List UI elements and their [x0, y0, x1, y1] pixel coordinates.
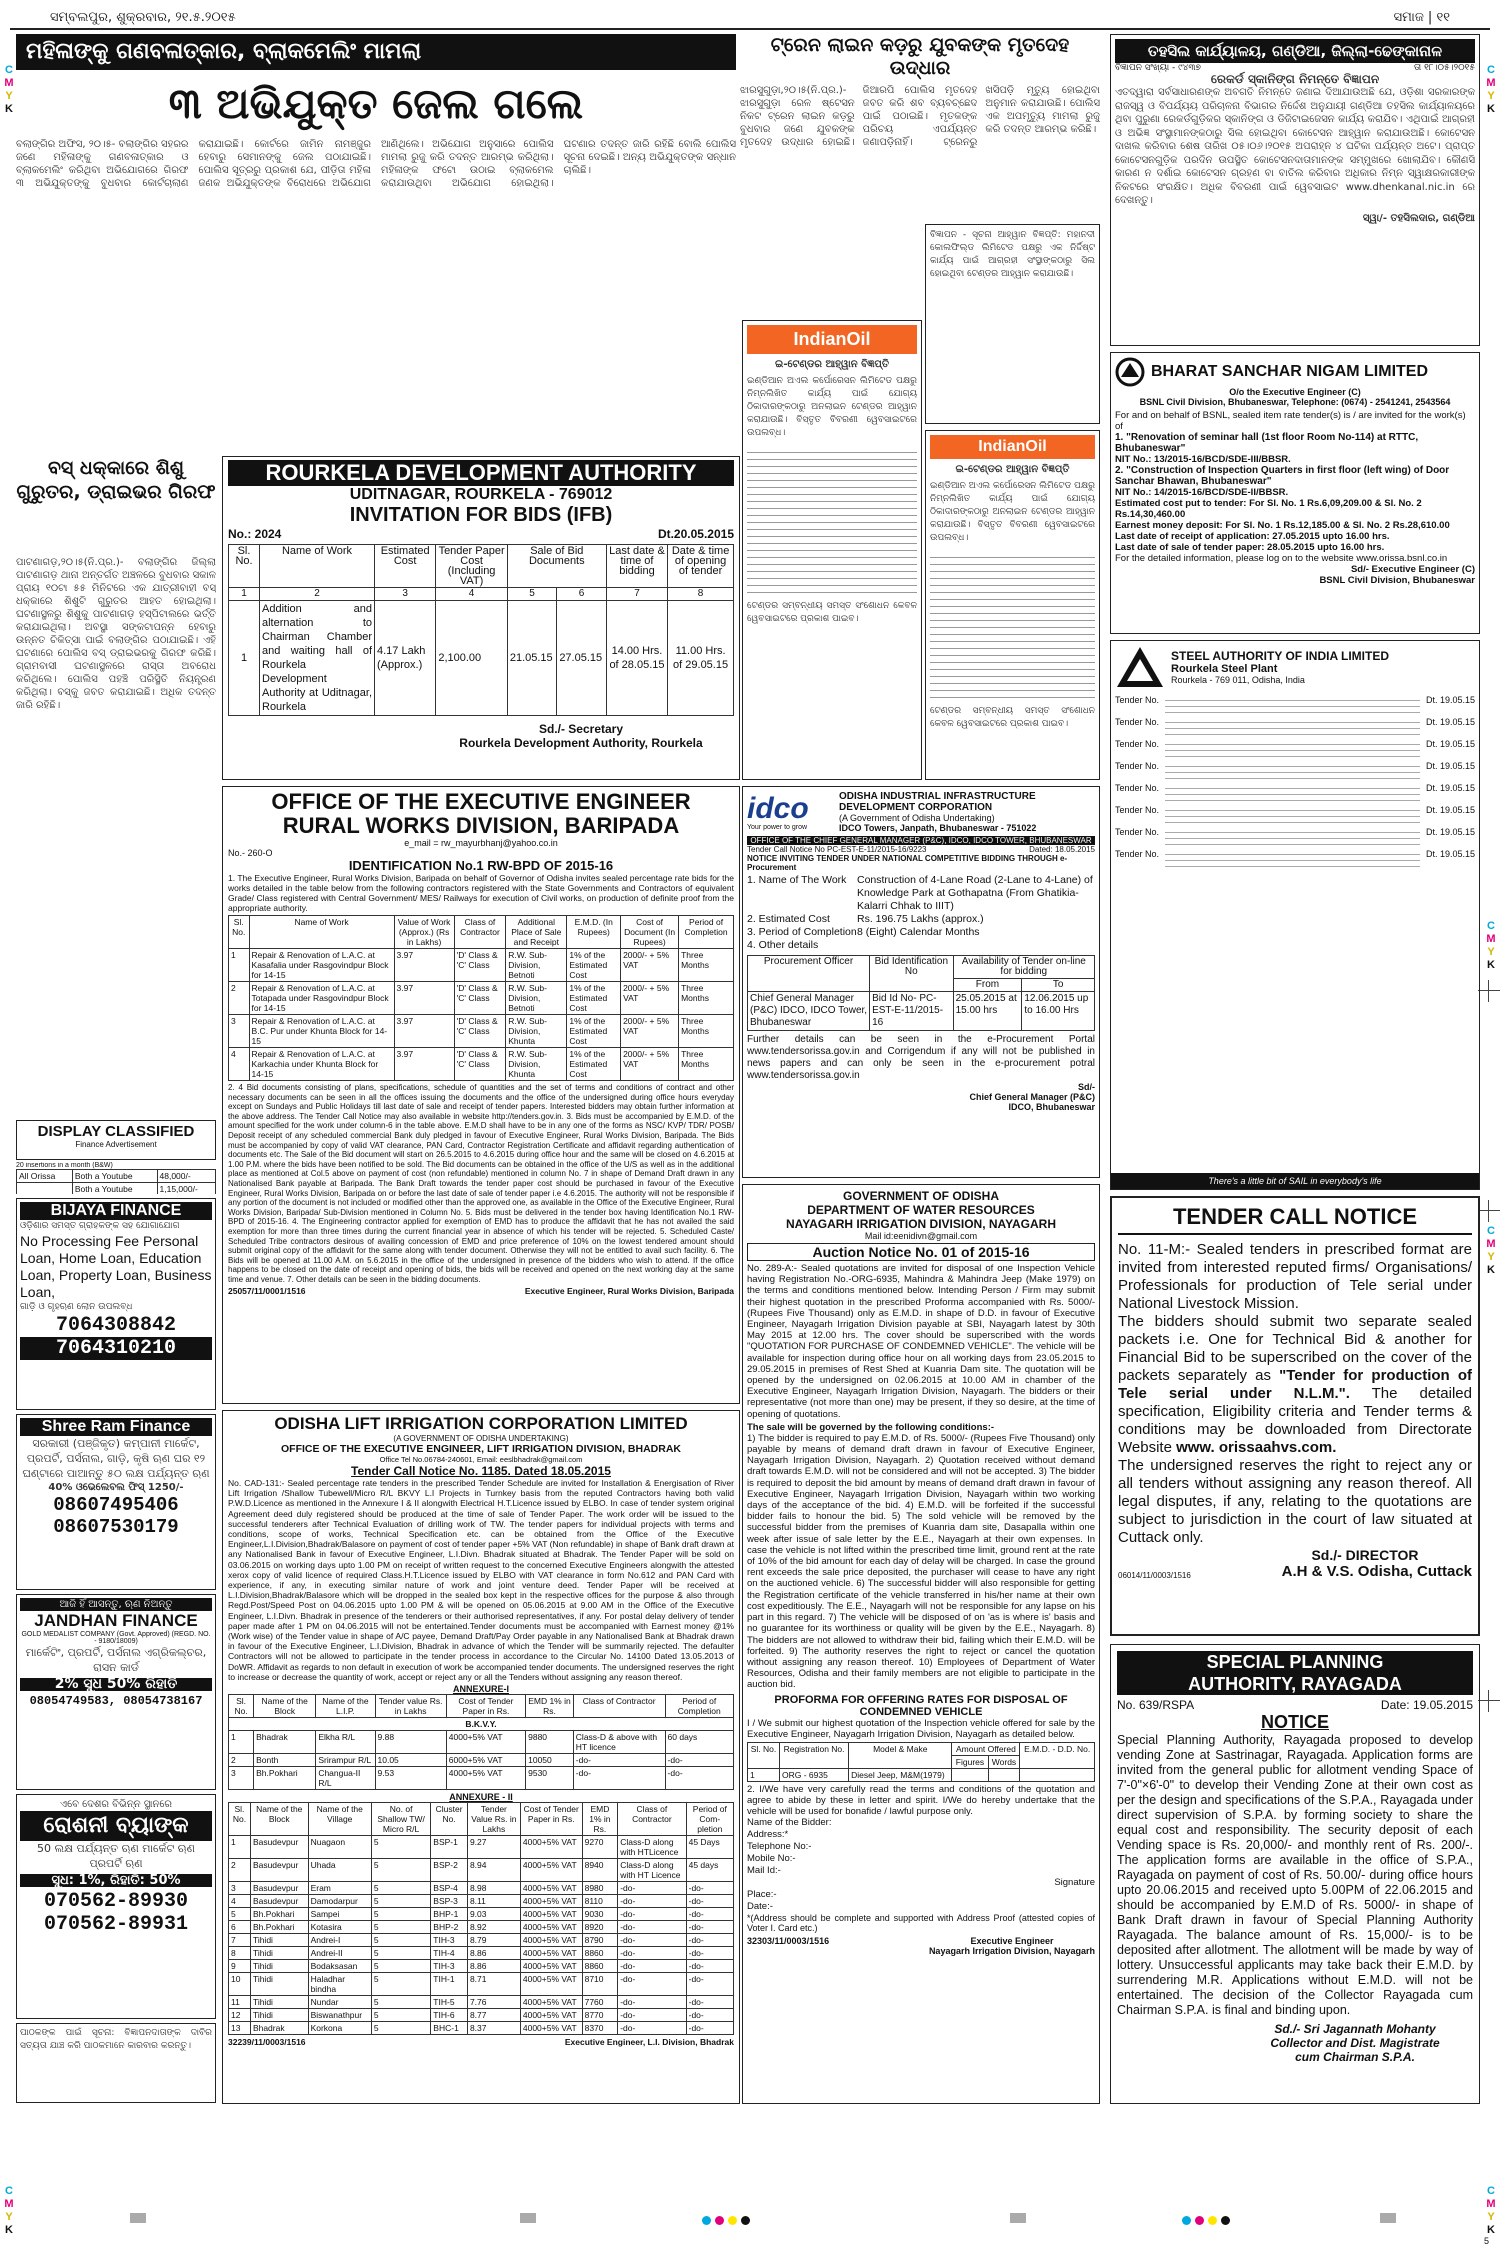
classified-rates: 20 insertions in a month (B&W) All Orissa Both a Youtube 48,000/- Both a Youtube 1,15,000/-	[16, 1162, 216, 1194]
table-row: Chief General Manager (P&C) IDCO, IDCO Tower, Bhubaneswar Bid Id No- PC-EST-E-11/2015-16 25.05.2015 at 15.00 hrs 12.06.2015 up to 16.00 Hrs	[748, 992, 1095, 1031]
rda-date: Dt.20.05.2015	[657, 527, 734, 541]
cmyk-marks-right-bottom: C M Y K	[1486, 2185, 1496, 2236]
page-header	[10, 6, 1490, 30]
tender-call-advert: TENDER CALL NOTICE No. 11-M:- Sealed tenders in prescribed format are invited from interested reputed firms/ Organisations/ Professionals for production of Tele serial under National Livestock Mission. The bidders should submit two separate sealed packets i.e. One for Technical Bid & another for Financial Bid to be superscribed on the cover of the packets separately as "Tender for production of Tele serial under N.L.M.". The detailed specification, Eligibility criteria and Tender terms & conditions may be downloaded from Directorate Website www. orissaahvs.com. The undersigned reserves the right to reject any or all tenders without assigning any reason thereof. All legal disputes, if any, relating to the quotations are subject to jurisdiction in the court of law situated at Cuttack only. Sd./- DIRECTOR 06014/11/0003/1516 A.H & V.S. Odisha, Cuttack	[1110, 1196, 1480, 1636]
page-number: 5	[1484, 2236, 1490, 2246]
list-item: Tender No. Dt. 19.05.15	[1115, 695, 1475, 713]
rwd-email: e_mail = rw_mayurbhanj@yahoo.co.in	[404, 838, 558, 848]
phone-number: 08054749583, 08054738167	[29, 1694, 203, 1708]
cmyk-marks-left-top: C M Y K	[4, 64, 14, 115]
table-row: 2 Repair & Renovation of L.A.C. at Totapada under Rasgovindpur Block for 14-15 3.97 'D' Class & 'C' Class R.W. Sub-Division, Betnoti 1% of the Estimated Cost 2000/- + 5% VAT Three Months	[229, 982, 734, 1015]
roshni-ad: ଏବେ ଦେଶର ବିଭିନ୍ନ ସ୍ଥାନରେ ରୋଶନୀ ବ୍ୟାଙ୍କ 50 ଲକ୍ଷ ପର୍ଯ୍ୟନ୍ତ ଋଣ ମାର୍କେଟ ଋଣ ପ୍ରପର୍ଟି ଋଣ ସୁଧ: 1%, ରିହାତି: 50% 070562-89930 070562-89931	[16, 1794, 216, 2019]
table-row: 1 Repair & Renovation of L.A.C. at Kasafalia under Rasgovindpur Block for 14-15 3.97 'D' Class & 'C' Class R.W. Sub-Division, Betnoti 1% of the Estimated Cost 2000/- + 5% VAT Three Months	[229, 949, 734, 982]
idco-items: 1. Name of The Work Construction of 4-Lane Road (2-Lane to 4-Lane) of Knowledge Park at Gothapatna (From Ghatikia-Kalarri Chhak to IIIT) 2. Estimated Cost Rs. 196.75 Lakhs (approx.) 3. Period of Completion 8 (Eight) Calendar Months 4. Other details	[747, 874, 1093, 951]
rwd-title2: RURAL WORKS DIVISION, BARIPADA	[282, 813, 680, 838]
rwd-sig: Executive Engineer, Rural Works Division, Baripada	[524, 1286, 734, 1297]
rwd-footer-no: 25057/11/0001/1516	[228, 1286, 306, 1297]
rwd-table: Sl. No. Name of Work Value of Work (Approx.) (Rs in Lakhs) Class of Contractor Additional Place of Sale and Receipt E.M.D. (In Rupees) Cost of Document (In Rupees) Period of Completion 1 Repair & Renovation of L.A.C. at Kasafalia under Rasgovindpur Block for 14-15 3.97 'D' Class & 'C' Class R.W. Sub-Division, Betnoti 1% of the Estimated Cost 2000/- + 5% VAT Three Months 2 Repair & Renovation of L.A.C. at Totapada under Rasgovindpur Block for 14-15 3.97 'D' Class & 'C' Class R.W. Sub-Division, Betnoti 1% of the Estimated Cost 2000/- + 5% VAT Three Months 3 Repair & Renovation of L.A.C. at B.C. Pur under Khunta Block for 14-15 3.97 'D' Class & 'C' Class R.W. Sub-Division, Khunta 1% of the Estimated Cost 2000/- + 5% VAT Three Months 4 Repair & Renovation of L.A.C. at Karkachia under Khunta Block for 14-15 3.97 'D' Class & 'C' Class R.W. Sub-Division, Khunta 1% of the Estimated Cost 2000/- + 5% VAT Three Months	[228, 915, 734, 1081]
shree-ram-finance-ad: Shree Ram Finance ସରକାରୀ (ପଞ୍ଜିକୃତ) କମ୍ପାନୀ ମାର୍କେଟ, ପ୍ରପର୍ଟି, ପର୍ସନାଲ, ଗାଡ଼ି, କୃଷି ଋଣ ଘର ୧୨ ଘଣ୍ଟାରେ ପାଆନ୍ତୁ ୫୦ ଲକ୍ଷ ପର୍ଯ୍ୟନ୍ତ ଋଣ 40% ଓଭେଲେବଲ ଫିସ୍ 1250/- 08607495406 08607530179	[16, 1414, 216, 1590]
phone-number: 7064308842	[55, 1314, 177, 1337]
spa-advert: SPECIAL PLANNING AUTHORITY, RAYAGADA No. 639/RSPA Date: 19.05.2015 NOTICE Special Planning Authority, Rayagada proposed to develop vending Zone at Sastrinagar, Rayagada. Application forms are invited from the general public for allotment vending Space of 7'-0"×6'-0" to develop their Vending Zone at their own cost as per the design and specifications of the S.P.A., Rayagada under direct supervision of S.P.A. by forming society to share the equal cost and responsibility. The security deposit of each Vending space is Rs. 20,000/- and monthly rent of Rs. 200/-. The application forms are available in the office of S.P.A., Rayagada on payment of cost of Rs. 50.00/- during office hours upto 20.06.2015 and received upto 5.00PM of 22.06.2015 and should be accompanied by E.M.D of Rs. 5000/- in shape of Bank Draft drawn in favour of Special Planning Authority Rayagada. The balance amount of Rs. 15,000/- is to be deposited after allotment. The allotment will be made by way of lottery. Unsuccessful applicants may take back their E.M.D. by surrendering M.R. Applications without E.M.D. will not be entertained. The decision of the Collector Rayagada cum Chairman S.P.A. is final and binding upon. Sd./- Sri Jagannath Mohanty Collector and Dist. Magistrate cum Chairman S.P.A.	[1110, 1644, 1480, 2104]
rda-no: No.: 2024	[228, 527, 282, 541]
tahasil-advert: ତହସିଲ କାର୍ଯ୍ୟାଳୟ, ଗଣ୍ଡିଆ, ଜିଲ୍ଲା-ଢେଙ୍କାନାଳ ବିଜ୍ଞାପନ ସଂଖ୍ୟା - ୯୪୩୭ ତା ୧୮।୦୫।୨୦୧୫ ରେକର୍ଡ ସ୍କାନିଙ୍ଗ ନିମନ୍ତେ ବିଜ୍ଞାପନ ଏତଦ୍ୱାରା ସର୍ବସାଧାରଣଙ୍କ ଅବଗତି ନିମନ୍ତେ ଜଣାଇ ଦିଆଯାଉଅଛି ଯେ, ଓଡ଼ିଶା ସରକାରଙ୍କ ରାଜସ୍ୱ ଓ ବିପର୍ଯ୍ୟୟ ପରିଚାଳନା ବିଭାଗର ନିର୍ଦ୍ଦେଶ ଅନୁଯାୟୀ ଗଣ୍ଡିଆ ତହସିଲ କାର୍ଯ୍ୟାଳୟରେ ଥିବା ପୁରୁଣା ରେକର୍ଡଗୁଡ଼ିକର ସ୍କାନିଙ୍ଗ ଓ ଡିଜିଟାଇଜେସନ କାର୍ଯ୍ୟ କରାଯିବ। ଏଥିପାଇଁ ଆଗ୍ରହୀ ଓ ଅଭିଜ୍ଞ ସଂସ୍ଥାମାନଙ୍କଠାରୁ ସିଲ ହୋଇଥିବା କୋଟେସନ ଆହ୍ୱାନ କରାଯାଉଅଛି। କୋଟେସନ ଦାଖଲ କରିବାର ଶେଷ ତାରିଖ ୦୫।୦୬।୨୦୧୫ ଅପରାହ୍ନ ୪ ଘଟିକା ପର୍ଯ୍ୟନ୍ତ ଅଟେ। ପ୍ରାପ୍ତ କୋଟେସନଗୁଡ଼ିକ ପରଦିନ ଉପସ୍ଥିତ କୋଟେସନଦାତାମାନଙ୍କ ସମ୍ମୁଖରେ ଖୋଲାଯିବ। କୌଣସି କାରଣ ନ ଦର୍ଶାଇ କୋଟେସନ ଗ୍ରହଣ ବା ବାତିଲ କରିବାର ଅଧିକାର ନିମ୍ନ ସ୍ୱାକ୍ଷରକାରୀଙ୍କ ନିକଟରେ ସଂରକ୍ଷିତ। ଅଧିକ ବିବରଣୀ ପାଇଁ ୱେବସାଇଟ www.dhenkanal.nic.in ରେ ଦେଖନ୍ତୁ। ସ୍ୱା/- ତହସିଲଦାର, ଗଣ୍ଡିଆ	[1110, 34, 1480, 346]
rda-address: UDITNAGAR, ROURKELA - 769012	[349, 486, 613, 503]
table-row: 4 Repair & Renovation of L.A.C. at Karkachia under Khunta Block for 14-15 3.97 'D' Class & 'C' Class R.W. Sub-Division, Khunta 1% of the Estimated Cost 2000/- + 5% VAT Three Months	[229, 1048, 734, 1081]
table-row: 9 Tihidi Bodaksasan 5 TIH-3 8.86 4000+5% VAT 8860 -do- -do-	[229, 1960, 734, 1973]
auction-title: Auction Notice No. 01 of 2015-16	[747, 1243, 1095, 1261]
table-row: 10 Tihidi Haladhar bindha 5 TIH-1 8.71 4000+5% VAT 8710 -do- -do-	[229, 1973, 734, 1996]
sail-tender-list	[1115, 695, 1475, 867]
table-row: 7 Tihidi Andrei-I 5 TIH-3 8.79 4000+5% VAT 8790 -do- -do-	[229, 1934, 734, 1947]
indianoil-logo: IndianOil	[747, 325, 917, 354]
rwd-title1: OFFICE OF THE EXECUTIVE ENGINEER	[271, 789, 691, 814]
registration-mark	[1478, 1690, 1500, 1712]
table-row: 1 ORG - 6935 Diesel Jeep, M&M(1979)	[748, 1768, 1095, 1781]
phone-number: 070562-89931	[43, 1913, 189, 1936]
rda-sig2: Rourkela Development Authority, Rourkela	[459, 736, 703, 750]
list-item: Tender No. Dt. 19.05.15	[1115, 827, 1475, 845]
table-row: 2 Basudevpur Uhada 5 BSP-2 8.94 4000+5% VAT 8940 Class-D along with HT Licence 45 days	[229, 1859, 734, 1882]
lead-headline: ୩ ଅଭିଯୁକ୍ତ ଜେଲ ଗଲେ	[168, 79, 584, 128]
rda-title: ROURKELA DEVELOPMENT AUTHORITY	[228, 460, 734, 486]
left-small-notice: ବିଜ୍ଞାପନ - ସୂଚନା ଆହ୍ୱାନ ବିଜ୍ଞପ୍ତି: ମହାନଦୀ କୋଲଫିଲ୍ଡ ଲିମିଟେଡ ପକ୍ଷରୁ ଏକ ନିର୍ଦ୍ଦିଷ୍ଟ କାର୍ଯ୍ୟ ପାଇଁ ଆଗ୍ରହୀ ସଂସ୍ଥାଙ୍କଠାରୁ ସିଲ ହୋଇଥିବା ଟେଣ୍ଡର ଆହ୍ୱାନ କରାଯାଉଛି।	[925, 224, 1100, 424]
table-row: 3 Repair & Renovation of L.A.C. at B.C. Pur under Khunta Block for 14-15 3.97 'D' Class & 'C' Class R.W. Sub-Division, Khunta 1% of the Estimated Cost 2000/- + 5% VAT Three Months	[229, 1015, 734, 1048]
idco-table: Procurement Officer Bid Identification No Availability of Tender on-line for bidding From To Chief General Manager (P&C) IDCO, IDCO Tower, Bhubaneswar Bid Id No- PC-EST-E-11/2015-16 25.05.2015 at 15.00 hrs 12.06.2015 up to 16.00 Hrs	[747, 955, 1095, 1031]
rda-table: Sl. No. Name of Work Estimated Cost Tender Paper Cost (Including VAT) Sale of Bid Documents Last date & time of bidding Date & time of opening of tender 1 2 3 4 5 6 7 8 1 Addition and alternation to Chairman Chamber and waiting hall of Rourkela Development Authority at Uditnagar, Rourkela 4.17 Lakh (Approx.) 2,100.00 21.05.15 27.05.15 14.00 Hrs. of 28.05.15 11.00 Hrs. of 29.05.15	[228, 544, 734, 716]
proforma-table: Sl. No. Registration No. Model & Make Amount Offered E.M.D. - D.D. No. Figures Words 1 ORG - 6935 Diesel Jeep, M&M(1979)	[747, 1742, 1095, 1782]
phone-number: 08607495406	[53, 1494, 179, 1516]
nayagarh-advert: GOVERNMENT OF ODISHA DEPARTMENT OF WATER RESOURCES NAYAGARH IRRIGATION DIVISION, NAYAGARH Mail id:eenidivn@gmail.com Auction Notice No. 01 of 2015-16 No. 289-A:- Sealed quotations are invited for disposal of one Inspection Vehicle having Registration No.-ORG-6935, Mahindra & Mahindra Jeep (Make 1979) on the terms and conditions mentioned below. Intending Person / Firm may submit their highest quotation in the prescribed Proforma accompanied with Rs. 5000/- (Rupees Five Thousand) only as E.M.D. in shape of D.D. in favour of Executive Engineer, Nayagarh Irrigation Division payable at SBI, Nayagarh latest by 30th May 2015 at 12.00 hrs. The cover should be superscribed with the words "QUOTATION FOR PURCHASE OF CONDEMNED VEHICLE". The vehicle will be available for inspection during office hour on all working days from 23.05.2015 to 29.05.2015 in premises of Rest Shed at Kuanria Dam site. The quotation will be opened by the undersigned on 02.06.2015 at 10.00 AM in chamber of the Executive Engineer, Nayagarh Irrigation Division, Nayagarh. The bidders or their representative (not more than one) may be present, if they so desire, at the time of opening of quotations. The sale will be governed by the following conditions:- 1) The bidder is required to pay E.M.D. of Rs. 5000/- (Rupees Five Thousand) only payable by means of demand draft drawn in favour of Executive Engineer, Nayagarh Irrigation Division, Nayagarh. 2) Quotation received without demand draft towards E.M.D. will not be considered and will not be accepted. 3) The bidder is required to deposit the bid amount by means of demand draft drawn in favour of Executive Engineer, Nayagarh Irrigation Division, Nayagarh within two working days of the acceptance of the bid. 4) E.M.D. will be forfeited if the successful bidder fails to honour the bid. 5) The sold vehicle will be removed by the successful bidder from the premises of Kuanria dam site, Dasapalla within one week after issue of sale letter by the E.E., Nayagarh at their own expenses. In case the vehicle is not lifted within the prescribed time limit, ground rent at the rate of 10% of the bid amount for each day of delay will be charged. In case the ground rent exceeds the sale price deposited, the purchaser will cease to have any right on the auctioned vehicle. 6) The successful bidder will also responsible for getting the Registration certificate of the vehicle transferred in his/her name at their own cost expeditiously. The E.E., Nayagarh will not be responsible for any lapse on his part in this regard. 7) The vehicle will be disposed of on 'as is where is' basis and no guarantee for its worthiness or quality will be given by the E.E., Nayagarh. 8) The bidders are not allowed to withdraw their bid, failing which their E.M.D. will be forfeited. 9) The authority reserves the right to reject or cancel the quotation without assigning any reason thereof. 10) Employees of Department of Water Resources, Odisha and their family members are not eligible to participate in the auction bid. PROFORMA FOR OFFERING RATES FOR DISPOSAL OF CONDEMNED VEHICLE I / We submit our highest quotation of the Inspection vehicle offered for sale by the Executive Engineer, Nayagarh Irrigation Division, Nayagarh as detailed below. Sl. No. Registration No. Model & Make Amount Offered E.M.D. - D.D. No. Figures Words 1 ORG - 6935 Diesel Jeep, M&M(1979) 2. I/We have very carefully read the terms and conditions of the quotation and agree to abide by these in letter and spirit. I/We do hereby undertake that the vehicle will be used for bonafide / lawful purpose only. Name of the Bidder: Address:* Telephone No:- Mobile No:- Mail Id:- Signature Place:- Date:- *(Address should be complete and supported with Address Proof (attested copies of Voter I. Card etc.) 32303/11/0003/1516 Executive Engineer Nayagarh Irrigation Division, Nayagarh	[742, 1184, 1100, 2104]
idco-footer: Further details can be seen in the e-Procurement Portal www.tendersorissa.gov.in and Corrigendum if any will not be published in news papers and can only be seen in the e-procurement potral www.tendersorissa.gov.in	[747, 1034, 1095, 1081]
bottom-color-strip	[0, 2208, 1500, 2230]
list-item: Tender No. Dt. 19.05.15	[1115, 849, 1475, 867]
sail-logo-icon	[1115, 645, 1165, 689]
table-row: 11 Tihidi Nundar 5 TIH-5 7.76 4000+5% VAT 7760 -do- -do-	[229, 1996, 734, 2009]
cmyk-marks-right-top: C M Y K	[1486, 64, 1496, 115]
table-row: 5 Bh.Pokhari Sampei 5 BHP-1 9.03 4000+5% VAT 9030 -do- -do-	[229, 1908, 734, 1921]
bus-body: ପାଟଣାଗଡ଼,୨୦।୫(ନି.ପ୍ର.)- ବଲାଙ୍ଗିର ଜିଲ୍ଲା ପାଟଣାଗଡ଼ ଥାନା ଅନ୍ତର୍ଗତ ଅଞ୍ଚଳରେ ବୁଧବାର ସକାଳ ପ୍ରାୟ ୧୦ଟା ୫୫ ମିନିଟରେ ଏକ ଯାତ୍ରୀବାହୀ ବସ୍ ଧକ୍କାରେ ଶିଶୁଟି ଗୁରୁତର ଆହତ ହୋଇଥିଲା। ଘଟଣାସ୍ଥଳରୁ ଶିଶୁକୁ ପାଟଣାଗଡ଼ ହସ୍ପିଟାଲରେ ଭର୍ତ୍ତି କରାଯାଇଥିଲା। ଅବସ୍ଥା ସଙ୍କଟାପନ୍ନ ହେବାରୁ ଉନ୍ନତ ଚିକିତ୍ସା ପାଇଁ ବଲାଙ୍ଗିର ପଠାଯାଇଛି। ଏହି ଘଟଣାରେ ପୋଲିସ ବସ୍ ଡ୍ରାଇଭରକୁ ଗିରଫ କରିଛି। ଗ୍ରାମବାସୀ ଘଟଣାସ୍ଥଳରେ ରାସ୍ତା ଅବରୋଧ କରିଥିଲେ। ପୋଲିସ ପହଞ୍ଚି ପରିସ୍ଥିତି ନିୟନ୍ତ୍ରଣ କରିଥିଲା। ବସ୍‌କୁ ଜବତ କରାଯାଇଛି। ଅଧିକ ତଦନ୍ତ ଜାରି ରହିଛି।	[16, 557, 216, 711]
cmyk-marks-left-bottom: C M Y K	[4, 2185, 14, 2236]
rwd-advert	[222, 786, 740, 1404]
table-row: 2 Bonth Srirampur R/L 10.05 6000+5% VAT 10050 -do- -do-	[229, 1754, 734, 1767]
table-row: 8 Tihidi Andrei-II 5 TIH-4 8.86 4000+5% VAT 8860 -do- -do-	[229, 1947, 734, 1960]
sail-advert: STEEL AUTHORITY OF INDIA LIMITED Rourkela Steel Plant Rourkela - 769 011, Odisha, India Tender No. Dt. 19.05.15 Tender No. Dt. 19.05.15 Tender No. Dt. 19.05.15 Tender No. Dt. 19.05.15 Tender No. Dt. 19.05.15 Tender No. Dt. 19.05.15 Tender No. Dt. 19.05.15 Tender No. Dt. 19.05.15 There's a little bit of SAIL in everybody's life	[1110, 640, 1480, 1190]
table-row: 4 Basudevpur Damodarpur 5 BSP-3 8.11 4000+5% VAT 8110 -do- -do-	[229, 1895, 734, 1908]
olic-advert: ODISHA LIFT IRRIGATION CORPORATION LIMITED (A GOVERNMENT OF ODISHA UNDERTAKING) OFFICE OF THE EXECUTIVE ENGINEER, LIFT IRRIGATION DIVISION, BHADRAK Office Tel No.06784-240601, Email: eeslbhadrak@gmail.com Tender Call Notice No. 1185. Dated 18.05.2015 No. CAD-131:- Sealed percentage rate tenders in the prescribed Tender Schedule are invited for Installation & Energisation of River Lift Irrigation /Shallow Tubewell/Micro R/L BKVY L.I Projects in Turnkey basis from the reputed Contractors having both valid P.W.D.Licence as mentioned in the Annexure I & II alongwith Electrical H.T.Licence issued by ELBO. In case of tender system original Agreement deed duly registered should be produced at the time of sale of Tender Paper. The work order will be issued to the successful tenderers after Technical Evaluation of drilling work of TW. The tender papers for individual projects with terms and conditions, scope of works, Technical Specification etc. can be obtained from the Office of the Executive Engineer,L.I.Division,Bhadrak/Balasore on payment of cost of tender paper +5% VAT (Non refundable) in shape of Bank draft drawn at any Nationalised Bank in favour of Executive Engineer, L.I.Divn. Bhadrak situated at Bhadrak. The Tender Paper will be sold on 03.06.2015 on working days upto 1.00 PM on receipt of written request to the concerned Executive Engineers alongwith the attested xerox copy of valid licence of required Class.H.T.Licence issued by ELBO with VAT clearance in form No.612 and PAN Card with experience, if any, in executing similar nature of work and joint venture deed. Tender Paper will be received at L.I.Division,Bhadrak/Balasore which will be dropped in the sealed box kept in the respective offices for the purpose & also through Regd.Post/Speed Post on 04.06.2015 upto 1.00 PM & will be opened on 05.06.2015 at 9.00 AM in the Office of the Executive Engineer, L.I.Divn. Bhadrak in presence of the tenderers or their authorised representatives, if any. For postal delay delivery of tender paper made after 1 PM on 04.06.2015 will not be entertained.Tender documents must be accompanied with Earnest money @1% (Work wise) of the Tender value in shape of A/C payee, Demand Draft/Pay Order payable in any Nationalised Bank at Bhadrak drawn in favour of the Executive Engineer, L.I.Division, Bhadrak in advance of which the Tender will be summarily rejected. The defaulter Contractors will not be allowed to participate in the tender process in accordance to the Circular No. 14100 Dated 13.05.2013 of DoWR. Affidavit as regards to non default in execution of work be accompanied tender documents. The undersigned reserves the right to increase or decrease the quantity of work, accept or reject any or all the Tenders without assigning any reason thereof. ANNEXURE-I Sl. No. Name of the Block Name of the L.I.P. Tender value Rs. in Lakhs Cost of Tender Paper in Rs. EMD 1% in Rs. Class of Contractor Period of Completion B.K.V.Y. 1 Bhadrak Elkha R/L 9.88 4000+5% VAT 9880 Class-D & above with HT licence 60 days 2 Bonth Srirampur R/L 10.05 6000+5% VAT 10050 -do- -do- 3 Bh.Pokhari Changua-II R/L 9.53 4000+5% VAT 9530 -do- -do- ANNEXURE - II Sl. No. Name of the Block Name of the Village No. of Shallow TW/ Micro R/L Cluster No. Tender Value Rs. in Lakhs Cost of Tender Paper in Rs. EMD 1% in Rs. Class of Contractor Period of Com-pletion 1 Basudevpur Nuagaon 5 BSP-1 9.27 4000+5% VAT 9270 Class-D along with HTLicence 45 Days 2 Basudevpur Uhada 5 BSP-2 8.94 4000+5% VAT 8940 Class-D along with HT Licence 45 days 3 Basudevpur Eram 5 BSP-4 8.98 4000+5% VAT 8980 -do- -do- 4 Basudevpur Damodarpur 5 BSP-3 8.11 4000+5% VAT 8110 -do- -do- 5 Bh.Pokhari Sampei 5 BHP-1 9.03 4000+5% VAT 9030 -do- -do- 6 Bh.Pokhari Kotasira 5 BHP-2 8.92 4000+5% VAT 8920 -do- -do- 7 Tihidi Andrei-I 5 TIH-3 8.79 4000+5% VAT 8790 -do- -do- 8 Tihidi Andrei-II 5 TIH-4 8.86 4000+5% VAT 8860 -do- -do- 9 Tihidi Bodaksasan 5 TIH-3 8.86 4000+5% VAT 8860 -do- -do- 10 Tihidi Haladhar bindha 5 TIH-1 8.71 4000+5% VAT 8710 -do- -do- 11 Tihidi Nundar 5 TIH-5 7.76 4000+5% VAT 7760 -do- -do- 12 Tihidi Biswanathpur 5 TIH-6 8.77 4000+5% VAT 8770 -do- -do- 13 Bhadrak Korkona 5 BHC-1 8.37 4000+5% VAT 8370 -do- -do- 32239/11/0003/1516 Executive Engineer, L.I. Division, Bhadrak	[222, 1410, 740, 2104]
olic-annexure-1: Sl. No. Name of the Block Name of the L.I.P. Tender value Rs. in Lakhs Cost of Tender Paper in Rs. EMD 1% in Rs. Class of Contractor Period of Completion B.K.V.Y. 1 Bhadrak Elkha R/L 9.88 4000+5% VAT 9880 Class-D & above with HT licence 60 days 2 Bonth Srirampur R/L 10.05 6000+5% VAT 10050 -do- -do- 3 Bh.Pokhari Changua-II R/L 9.53 4000+5% VAT 9530 -do- -do-	[228, 1694, 734, 1790]
tender-list-lines	[747, 446, 917, 596]
table-row: 1 Bhadrak Elkha R/L 9.88 4000+5% VAT 9880 Class-D & above with HT licence 60 days	[229, 1731, 734, 1754]
table-row: 3 Basudevpur Eram 5 BSP-4 8.98 4000+5% VAT 8980 -do- -do-	[229, 1882, 734, 1895]
registration-mark	[1478, 980, 1500, 1002]
table-row: 3 Bh.Pokhari Changua-II R/L 9.53 4000+5% VAT 9530 -do- -do-	[229, 1767, 734, 1790]
registration-mark	[1478, 1200, 1500, 1222]
cmyk-marks-right-mid: C M Y K	[1486, 920, 1496, 971]
indianoil-advert-1: IndianOil ଇ-ଟେଣ୍ଡର ଆହ୍ୱାନ ବିଜ୍ଞପ୍ତି ଇଣ୍ଡିଆନ ଅଏଲ କର୍ପୋରେସନ ଲିମିଟେଡ ପକ୍ଷରୁ ନିମ୍ନଲିଖିତ କାର୍ଯ୍ୟ ପାଇଁ ଯୋଗ୍ୟ ଠିକାଦାରଙ୍କଠାରୁ ଅନଲାଇନ ଟେଣ୍ଡର ଆହ୍ୱାନ କରାଯାଉଛି। ବିସ୍ତୃତ ବିବରଣୀ ୱେବସାଇଟରେ ଉପଲବ୍ଧ। ଟେଣ୍ଡର ସମ୍ବନ୍ଧୀୟ ସମସ୍ତ ସଂଶୋଧନ କେବଳ ୱେବସାଇଟରେ ପ୍ରକାଶ ପାଇବ।	[742, 320, 922, 780]
phone-number: 08607530179	[53, 1516, 179, 1538]
idco-advert: idco Your power to grow ODISHA INDUSTRIAL INFRASTRUCTURE DEVELOPMENT CORPORATION (A Government of Odisha Undertaking) IDCO Towers, Janpath, Bhubaneswar - 751022 OFFICE OF THE CHIEF GENERAL MANAGER (P&C), IDCO, IDCO TOWER, BHUBANESWAR Tender Call Notice No PC-EST-E-11/2015-16/9223 Dated: 18.05.2015 NOTICE INVITING TENDER UNDER NATIONAL COMPETITIVE BIDDING THROUGH e-Procurement 1. Name of The Work Construction of 4-Lane Road (2-Lane to 4-Lane) of Knowledge Park at Gothapatna (From Ghatikia-Kalarri Chhak to IIIT) 2. Estimated Cost Rs. 196.75 Lakhs (approx.) 3. Period of Completion 8 (Eight) Calendar Months 4. Other details Procurement Officer Bid Identification No Availability of Tender on-line for bidding From To Chief General Manager (P&C) IDCO, IDCO Tower, Bhubaneswar Bid Id No- PC-EST-E-11/2015-16 25.05.2015 at 15.00 hrs 12.06.2015 up to 16.00 Hrs Further details can be seen in the e-Procurement Portal www.tendersorissa.gov.in and Corrigendum if any will not be published in news papers and can only be seen in the e-procurement potral www.tendersorissa.gov.in Sd/- Chief General Manager (P&C) IDCO, Bhubaneswar	[742, 786, 1100, 1178]
olic-annexure-2: Sl. No. Name of the Block Name of the Village No. of Shallow TW/ Micro R/L Cluster No. Tender Value Rs. in Lakhs Cost of Tender Paper in Rs. EMD 1% in Rs. Class of Contractor Period of Com-pletion 1 Basudevpur Nuagaon 5 BSP-1 9.27 4000+5% VAT 9270 Class-D along with HTLicence 45 Days 2 Basudevpur Uhada 5 BSP-2 8.94 4000+5% VAT 8940 Class-D along with HT Licence 45 days 3 Basudevpur Eram 5 BSP-4 8.98 4000+5% VAT 8980 -do- -do- 4 Basudevpur Damodarpur 5 BSP-3 8.11 4000+5% VAT 8110 -do- -do- 5 Bh.Pokhari Sampei 5 BHP-1 9.03 4000+5% VAT 9030 -do- -do- 6 Bh.Pokhari Kotasira 5 BHP-2 8.92 4000+5% VAT 8920 -do- -do- 7 Tihidi Andrei-I 5 TIH-3 8.79 4000+5% VAT 8790 -do- -do- 8 Tihidi Andrei-II 5 TIH-4 8.86 4000+5% VAT 8860 -do- -do- 9 Tihidi Bodaksasan 5 TIH-3 8.86 4000+5% VAT 8860 -do- -do- 10 Tihidi Haladhar bindha 5 TIH-1 8.71 4000+5% VAT 8710 -do- -do- 11 Tihidi Nundar 5 TIH-5 7.76 4000+5% VAT 7760 -do- -do- 12 Tihidi Biswanathpur 5 TIH-6 8.77 4000+5% VAT 8770 -do- -do- 13 Bhadrak Korkona 5 BHC-1 8.37 4000+5% VAT 8370 -do- -do-	[228, 1802, 734, 2035]
phone-number: 070562-89930	[43, 1890, 189, 1913]
indianoil-advert-2: IndianOil ଇ-ଟେଣ୍ଡର ଆହ୍ୱାନ ବିଜ୍ଞପ୍ତି ଇଣ୍ଡିଆନ ଅଏଲ କର୍ପୋରେସନ ଲିମିଟେଡ ପକ୍ଷରୁ ନିମ୍ନଲିଖିତ କାର୍ଯ୍ୟ ପାଇଁ ଯୋଗ୍ୟ ଠିକାଦାରଙ୍କଠାରୁ ଅନଲାଇନ ଟେଣ୍ଡର ଆହ୍ୱାନ କରାଯାଉଛି। ବିସ୍ତୃତ ବିବରଣୀ ୱେବସାଇଟରେ ଉପଲବ୍ଧ। ଟେଣ୍ଡର ସମ୍ବନ୍ଧୀୟ ସମସ୍ତ ସଂଶୋଧନ କେବଳ ୱେବସାଇଟରେ ପ୍ରକାଶ ପାଇବ।	[925, 430, 1100, 780]
cmyk-marks-right-mid2: C M Y K	[1486, 1225, 1496, 1276]
bus-headline: ବସ୍ ଧକ୍କାରେ ଶିଶୁ ଗୁରୁତର, ଡ୍ରାଇଭର ଗିରଫ	[16, 457, 216, 503]
table-row: 13 Bhadrak Korkona 5 BHC-1 8.37 4000+5% VAT 8370 -do- -do-	[229, 2022, 734, 2035]
rda-subtitle: INVITATION FOR BIDS (IFB)	[349, 504, 613, 526]
rwd-ident: IDENTIFICATION No.1 RW-BPD OF 2015-16	[348, 858, 614, 873]
train-body: ଝାରସୁଗୁଡ଼ା,୨୦।୫(ନି.ପ୍ର.)- ଝାରସୁଗୁଡ଼ା ରେଳ ଷ୍ଟେସନ ନିକଟ ଟ୍ରେନ ଲାଇନ କଡ଼ରୁ ବୁଧବାର ଜଣେ ଯୁବକଙ୍କ ମୃତଦେହ ଉଦ୍ଧାର ହୋଇଛି। ଜିଆରପି ପୋଲିସ ମୃତଦେହ ଜବତ କରି ଶବ ବ୍ୟବଚ୍ଛେଦ ପାଇଁ ପଠାଇଛି। ମୃତକଙ୍କ ପରିଚୟ ଏପର୍ଯ୍ୟନ୍ତ ଜଣାପଡ଼ିନାହିଁ। ଟ୍ରେନରୁ ଖସିପଡ଼ି ମୃତ୍ୟୁ ହୋଇଥିବା ଅନୁମାନ କରାଯାଉଛି। ପୋଲିସ ଏକ ଅପମୃତ୍ୟୁ ମାମଲା ରୁଜୁ କରି ତଦନ୍ତ ଆରମ୍ଭ କରିଛି।	[740, 85, 1100, 148]
idco-title: ODISHA INDUSTRIAL INFRASTRUCTURE DEVELOPMENT CORPORATION	[839, 791, 1036, 813]
reader-warning: ପାଠକଙ୍କ ପାଇଁ ସୂଚନା: ବିଜ୍ଞାପନଦାତାଙ୍କ ଦାବିର ସତ୍ୟତା ଯାଞ୍ଚ କରି ପାଠକମାନେ କାରବାର କରନ୍ତୁ।	[16, 2023, 216, 2103]
table-row: 6 Bh.Pokhari Kotasira 5 BHP-2 8.92 4000+5% VAT 8920 -do- -do-	[229, 1921, 734, 1934]
rwd-no: No.- 260-O	[228, 848, 273, 858]
phone-number: 7064310210	[20, 1337, 212, 1360]
rda-advert	[222, 456, 740, 780]
list-item: Tender No. Dt. 19.05.15	[1115, 717, 1475, 735]
olic-notice: Tender Call Notice No. 1185. Dated 18.05.2015	[351, 1464, 611, 1478]
lead-body: ବଲାଙ୍ଗିର ଅଫିସ, ୨୦।୫- ବଲାଙ୍ଗିର ସହରର ଜଣେ ମହିଳାଙ୍କୁ ଗଣବଳାତ୍କାର ଓ ବ୍ଲାକମେଲିଂ କରିଥିବା ଅଭିଯୋଗରେ ଗିରଫ ୩ ଅଭିଯୁକ୍ତଙ୍କୁ ବୁଧବାର କୋର୍ଟଚାଲାଣ କରାଯାଇଛି। କୋର୍ଟରେ ଜାମିନ ନାମଞ୍ଜୁର ହେବାରୁ ସେମାନଙ୍କୁ ଜେଲ ପଠାଯାଇଛି। ପୋଲିସ ସୂତ୍ରରୁ ପ୍ରକାଶ ଯେ, ପୀଡ଼ିତା ମହିଳା ଜଣକ ଅଭିଯୁକ୍ତଙ୍କ ବିରୋଧରେ ଅଭିଯୋଗ ଆଣିଥିଲେ। ଅଭିଯୋଗ ଅନୁସାରେ ପୋଲିସ ମାମଲା ରୁଜୁ କରି ତଦନ୍ତ ଆରମ୍ଭ କରିଥିଲା। ମହିଳାଙ୍କ ଫଟୋ ଉଠାଇ ବ୍ଲାକମେଲ କରାଯାଉଥିବା ଅଭିଯୋଗ ହୋଇଥିଲା। ଘଟଣାର ତଦନ୍ତ ଜାରି ରହିଛି ବୋଲି ପୋଲିସ ସୂଚନା ଦେଇଛି। ଅନ୍ୟ ଅଭିଯୁକ୍ତଙ୍କ ସନ୍ଧାନ ଚାଲିଛି।	[16, 139, 736, 189]
proforma-fields: Name of the Bidder: Address:* Telephone No:- Mobile No:- Mail Id:- Signature Place:- Date:-	[747, 1816, 1095, 1912]
idco-logo: idco	[747, 791, 809, 825]
table-row: 12 Tihidi Biswanathpur 5 TIH-6 8.77 4000+5% VAT 8770 -do- -do-	[229, 2009, 734, 2022]
bsnl-advert: BHARAT SANCHAR NIGAM LIMITED O/o the Executive Engineer (C) BSNL Civil Division, Bhubaneswar, Telephone: (0674) - 2541241, 2543564 For and on behalf of BSNL, sealed item rate tender(s) is / are invited for the work(s) of 1. "Renovation of seminar hall (1st floor Room No-114) at RTTC, Bhubaneswar" NIT No.: 13/2015-16/BCD/SDE-III/BBSR. 2. "Construction of Inspection Quarters in first floor (left wing) of Door Sanchar Bhawan, Bhubaneswar" NIT No.: 14/2015-16/BCD/SDE-II/BBSR. Estimated cost put to tender: For Sl. No. 1 Rs.6,09,209.00 & Sl. No. 2 Rs.14,30,460.00 Earnest money deposit: For Sl. No. 1 Rs.12,185.00 & Sl. No. 2 Rs.28,610.00 Last date of receipt of application: 27.05.2015 upto 16.00 hrs. Last date of sale of tender paper: 28.05.2015 upto 16.00 hrs. For the detailed information, please log on to the website www.orissa.bsnl.co.in Sd/- Executive Engineer (C) BSNL Civil Division, Bhubaneswar	[1110, 352, 1480, 634]
table-row: 1 Basudevpur Nuagaon 5 BSP-1 9.27 4000+5% VAT 9270 Class-D along with HTLicence 45 Days	[229, 1836, 734, 1859]
table-row: 1 Addition and alternation to Chairman Chamber and waiting hall of Rourkela Development Authority at Uditnagar, Rourkela 4.17 Lakh (Approx.) 2,100.00 21.05.15 27.05.15 14.00 Hrs. of 28.05.15 11.00 Hrs. of 29.05.15	[229, 601, 734, 716]
bsnl-logo-icon	[1115, 357, 1145, 387]
rwd-terms: 2. 4 Bid documents consisting of plans, specifications, schedule of quantities and the set of terms and conditions of contract and other necessary documents can be seen in all the offices issuing the documents and the office of the undersigned during office hours everyday except on Sundays and Public Holidays till last date of sale and receipt of tender papers. Interested bidders may obtain further information at the above address. The Tender Call Notice may also available in website http://tenders.gov.in. 3. Bids must be accompanied by E.M.D. of the amount specified for the work under column-6 in the table above. E.M.D shall have to be in any one of the forms as NSC/ KVP/ TDR/ POSB/ Deposit receipt of any scheduled commercial Bank duly pledged in favour of Executive Engineer, Rural Works Division, Baripada. The Bids must be accompanied by copy of valid VAT clearance, PAN Card, Contractor Registration Certificate and affidavit regarding authentication of documents etc. The Sale of the Bid document will start on 26.5.2015 to 4.6.2015 during office hour and the same will be closed on 4.6.2015 at 1.00 P.M. where the bids have been notified to be sold. The Bid documents can be obtained in the office of the U/S as well as in the additional place as mentioned at Col.5 above on payment of cost (non refundable) mentioned in column No. 7 in shape of Demand Draft drawn in any Nationalised Bank payable at Baripada. The Bank Draft towards the tender paper cost should be purchased in favour of the Executive Engineer, Rural Works Division, Baripada on or before the last date of sale of tender paper i.e 4.6.2015. The authority will not be responsible if any portion of the document is not included or modified other than the approved one, as available in the Office of the Executive Engineer, Rural Works Division, Baripada/ Sub-Division mentioned in Column No. 5. Bids must be delivered in the tender box having Identification No.1 RW-BPD of 2015-16. 4. The Engineering contractor applied for exemption of EMD has to produce the affidavit that he has not availed the said exemption for more than three times during the current financial year in absence of which his tender will be rejected. 5. Scheduled Caste/ Scheduled Tribe contractors desirous of availing concession of EMD and price preference of 10% on the lowest tendered amount should submit original copy of the affidavit for the same along with tender document. Otherwise they will not be entitled to avail such facility. 6. The Bids will be opened at 11.00 A.M. on 5.6.2015 in the office of the undersigned in presence of the bidders who wish to attend. If the office happens to be closed on the date of receipt and opening of bids, the bids will be received and opened on the next working day at the same time and venue. 7. Other details can be seen in the bidding documents.	[228, 1083, 734, 1284]
list-item: Tender No. Dt. 19.05.15	[1115, 783, 1475, 801]
tender-list-lines	[930, 551, 1095, 701]
rda-sig1: Sd./- Secretary	[538, 722, 624, 736]
list-item: Tender No. Dt. 19.05.15	[1115, 739, 1475, 757]
indianoil-logo: IndianOil	[930, 435, 1095, 459]
rwd-intro: 1. The Executive Engineer, Rural Works Division, Baripada on behalf of Governor of Odisha invites sealed percentage rate bids for the works detailed in the table below from the following contractors registered with the State Governments and Contractors of equivalent Grade/ Class registered with Central Government/ MES/ Railways for execution of Civil works, on production of definite proof from the appropriate authority.	[228, 873, 734, 913]
bijaya-finance-ad: BIJAYA FINANCE ଓଡ଼ିଶାର ସମସ୍ତ ଗ୍ରାହକଙ୍କ ସହ ଯୋଗାଯୋଗ No Processing Fee Personal Loan, Home Loan, Education Loan, Property Loan, Business Loan, ଗାଡ଼ି ଓ ଗୃହଋଣ ଲୋନ ଉପଲବ୍ଧ 7064308842 7064310210	[16, 1198, 216, 1410]
list-item: Tender No. Dt. 19.05.15	[1115, 805, 1475, 823]
header-date: ସମ୍ବଲପୁର, ଶୁକ୍ରବାର, ୨୧.୫.୨୦୧୫	[50, 10, 236, 25]
train-headline: ଟ୍ରେନ ଲାଇନ କଡ଼ରୁ ଯୁବକଙ୍କ ମୃତଦେହ ଉଦ୍ଧାର	[770, 34, 1070, 79]
header-page: ସମାଜ | ୧୧	[1393, 10, 1450, 25]
list-item: Tender No. Dt. 19.05.15	[1115, 761, 1475, 779]
display-classified: DISPLAY CLASSIFIED Finance Advertisement	[16, 1120, 216, 1160]
jandhan-finance-ad: ଆଜି ହିଁ ଆସନ୍ତୁ, ଋଣ ନିଅନ୍ତୁ JANDHAN FINANCE GOLD MEDALIST COMPANY (Govt. Approved) (REGD. NO. - 9180/18009) ମାର୍କେଟିଂ, ପ୍ରପର୍ଟି, ପର୍ସନାଲ ଏଗ୍ରିକଲ୍ଚର, ରାସନ କାର୍ଡ 2% ସୁଧ 50% ରିହାତି 08054749583, 08054738167	[16, 1594, 216, 1790]
lead-kicker: ମହିଳାଙ୍କୁ ଗଣବଳାତ୍କାର, ବ୍ଲାକମେଲିଂ ମାମଲା	[16, 34, 736, 70]
